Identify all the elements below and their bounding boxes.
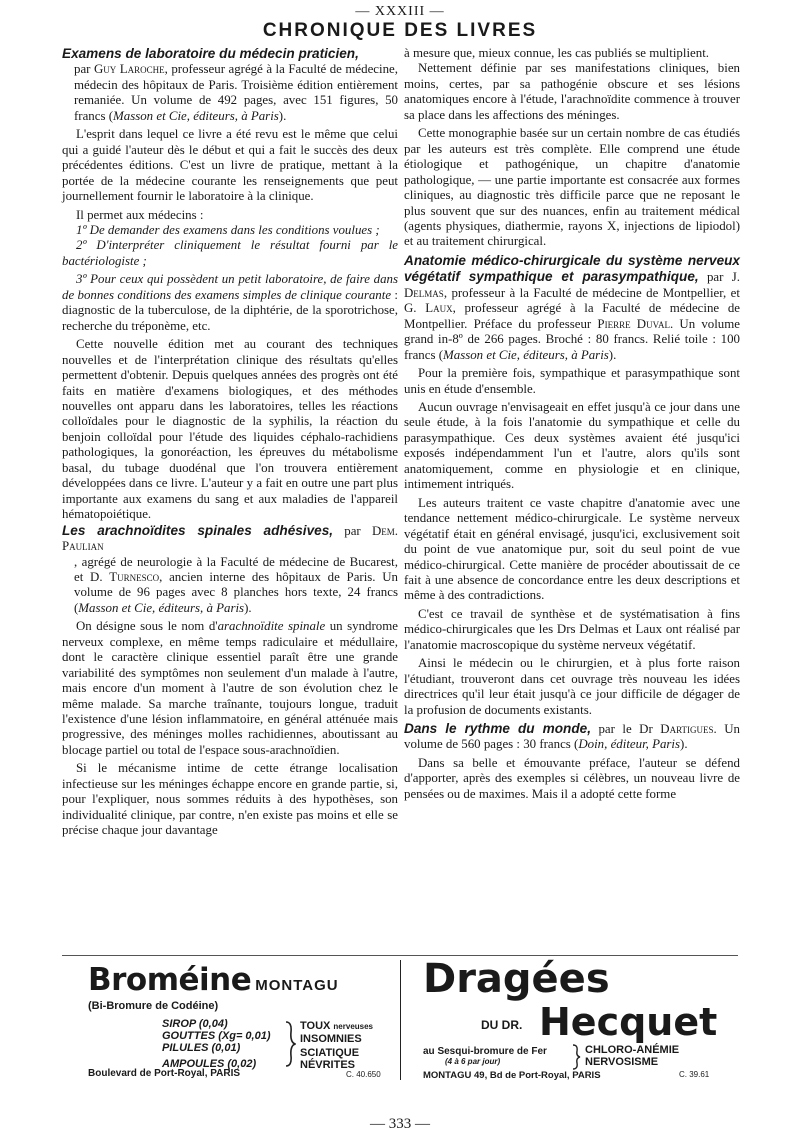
- brand-name: Dragées: [423, 956, 610, 1002]
- list-item: 1º De demander des examens dans les conditions voulues ;: [76, 222, 380, 237]
- paragraph: On désigne sous le nom d'arachnoïdite spinale un syndrome nerveux complexe, en même temps radiculaire et médullaire, dont le caractère clinique essentiel paraît être une grande variabilité des symptômes non seulement d'un malade à l'autre, mais encore d'un moment à l'autre de son évolution chez le même malade. Sa marche traînante, toujours longue, traduit l'existence d'une lésion inflammatoire, en général atténuée mais progressive, des méninges molles rachidiennes, aboutissant au blocage partiel ou total de l'espace sous-arachnoïdien.: [62, 619, 398, 757]
- list-item: 2º D'interpréter cliniquement le résultat fourni par le bactériologiste ;: [62, 238, 398, 268]
- dose-line: AMPOULES (0,02): [162, 1058, 257, 1070]
- dose-line: PILULES (0,01): [162, 1042, 241, 1054]
- review-heading-1: [62, 46, 398, 62]
- paragraph: Si le mécanisme intime de cette étrange localisation infectieuse sur les méninges échappe encore en grande partie, si, pour l'expliquer, nous sommes réduits à des hypothèses, son individualité clinique, par contre, n'en existe pas moins et elle se précise chaque jour davantage: [62, 761, 398, 838]
- book-title: Anatomie médico-chirurgicale du système nerveux végétatif sympathique et parasympathique,: [404, 252, 740, 285]
- ad-subtitle: (Bi-Bromure de Codéine): [88, 1000, 219, 1012]
- ad-address: MONTAGU 49, Bd de Port-Royal, PARIS: [423, 1070, 601, 1081]
- paragraph: à mesure que, mieux connue, les cas publiés se multiplient.: [404, 46, 710, 60]
- indication: CHLORO-ANÉMIE: [585, 1044, 680, 1056]
- ad-code: C. 40.650: [346, 1070, 381, 1079]
- paragraph: Cette nouvelle édition met au courant des techniques nouvelles et de l'interprétation clinique des résultats qu'elles permettent d'obtenir. Depuis quelques années des progrès ont été faits en matière d'examens biologiques, et des méthodes nouvelles ont apparu dans les laboratoires, telles les réactions colloïdales pour le diagnostic de la syphilis, la réaction du benjoin colloïdal pour l'étude des liquides céphalo-rachidiens pathologiques, la gonoréaction, les épreuves du métabolisme basal, du tubage duodénal que l'on trouvera entièrement développées dans ce livre. L'auteur y a fait en outre une part plus importante aux examens du sang et aux maladies de l'appareil hématopoiétique.: [62, 337, 398, 522]
- brand-name: Broméine: [88, 962, 252, 998]
- ad-composition: au Sesqui-bromure de Fer: [423, 1046, 547, 1057]
- right-column: [404, 46, 740, 802]
- folio: — XXXIII —: [355, 4, 445, 19]
- maker-name: MONTAGU: [255, 977, 339, 994]
- paragraph: Pour la première fois, sympathique et parasympathique sont unis en étude d'ensemble.: [404, 366, 740, 396]
- paragraph: Ainsi le médecin ou le chirurgien, et à plus forte raison l'étudiant, trouveront dans cet ouvrage très nouveau les idées directrices qu'il leur était jusqu'à ce jour difficile de dégager de la profusion de documents existants.: [404, 656, 740, 717]
- brace-icon: [284, 1020, 296, 1068]
- indication: INSOMNIES: [300, 1033, 362, 1045]
- review-biblio-1: par Guy Laroche, professeur agrégé à la Faculté de médecine, médecin des hôpitaux de Paris. Troisième édition entièrement remaniée. Un volume de 492 pages, avec 151 figures, 50 francs (Masson et Cie, éditeurs, à Paris).: [74, 62, 398, 123]
- ad-divider-vertical: [400, 960, 401, 1080]
- book-title: Dans le rythme du monde,: [404, 721, 591, 737]
- dose-line: GOUTTES (Xg= 0,01): [162, 1030, 271, 1042]
- brand-name-2: Hecquet: [539, 1000, 718, 1044]
- ad-divider-horizontal: [62, 955, 738, 956]
- book-title: Examens de laboratoire du médecin praticien,: [62, 46, 359, 61]
- review-heading-4: Dans le rythme du monde, par le Dr Dartigues. Un volume de 560 pages : 30 francs (Doin, éditeur, Paris).: [404, 721, 741, 752]
- page-number: — 333 —: [370, 1116, 430, 1132]
- indication: NERVOSISME: [585, 1056, 659, 1068]
- indication: NÉVRITES: [300, 1059, 356, 1071]
- brace-icon: [571, 1044, 581, 1070]
- review-biblio-2: , agrégé de neurologie à la Faculté de médecine de Bucarest, et D. Turnesco, ancien interne des hôpitaux de Paris. Un volume de 96 pages avec 8 planches hors texte, 24 francs (Masson et Cie, éditeurs, à Paris).: [74, 554, 398, 615]
- ad-address: Boulevard de Port-Royal, PARIS: [88, 1068, 241, 1079]
- paragraph: Les auteurs traitent ce vaste chapitre d'anatomie avec une tendance nettement médico-chirurgicale. Le système nerveux végétatif était en général envisagé, jusqu'ici, exclusivement soit du point de vue anatomique pur, soit du seul point de vue médico-chirurgical. Cette manière de procéder aboutissait de ce fait à une absence de concordance entre les deux descriptions et même à des contradictions.: [404, 495, 740, 603]
- ad-dosage: (4 à 6 par jour): [445, 1057, 501, 1066]
- review-heading-3: Anatomie médico-chirurgicale du système nerveux végétatif sympathique et parasympathique, par J. Delmas, professeur à la Faculté de médecine de Montpellier, et G. Laux, professeur agrégé à la Faculté de médecine de Montpellier. Préface du professeur Pierre Duval. Un volume grand in-8º de 266 pages. Broché : 80 francs. Relié toile : 100 francs (Masson et Cie, éditeurs, à Paris).: [404, 252, 741, 362]
- paragraph: C'est ce travail de synthèse et de systématisation à fins médico-chirurgicales que les Drs Delmas et Laux ont réalisé par l'anatomie macroscopique du système nerveux végétatif.: [404, 606, 740, 652]
- list-item: 3º Pour ceux qui possèdent un petit laboratoire, de faire dans de bonnes conditions des examens simples de clinique courante : diagnostic de la tuberculose, de la diphtérie, de la sporotrichose, recherche du tréponème, etc.: [62, 272, 398, 333]
- paragraph: Dans sa belle et émouvante préface, l'auteur se défend d'apporter, après des exemples si célèbres, un nouveau livre de pensées ou de maximes. Mais il a adopté cette forme: [404, 755, 740, 801]
- paragraph: L'esprit dans lequel ce livre a été revu est le même que celui qui a guidé l'auteur dès le début et qui a fait le succès des deux précédentes éditions. C'est un livre de pratique, mettant à la portée de la médecine courante les renseignements que peut journellement fournir le laboratoire à la clinique.: [62, 127, 398, 204]
- paragraph: Cette monographie basée sur un certain nombre de cas étudiés par les auteurs est très complète. Elle comprend une étude étiologique et pathogénique, un chapitre d'anatomie pathologique, — une partie importante est consacrée aux formes cliniques, au diagnostic très difficile parce que ne reposant le plus souvent que sur des nuances, enfin au traitement médical (agents physiques, diathermie, rayons X, injections de lipiodol) et au traitement chirurgical.: [404, 126, 740, 249]
- book-title: Les arachnoïdites spinales adhésives,: [62, 522, 334, 538]
- left-column: [62, 46, 398, 839]
- review-heading-2: Les arachnoïdites spinales adhésives, par Dem. Paulian: [62, 522, 398, 554]
- paragraph: Nettement définie par ses manifestations cliniques, bien moins, certes, par sa pathogénie obscure et ses lésions anatomiques encore à l'étude, l'arachnoïdite commence à trouver sa place dans les affections des méninges.: [404, 61, 740, 122]
- advertisement-dragees-hecquet: [415, 956, 745, 1087]
- advertisement-bromeine: [88, 962, 388, 1087]
- author-name: Guy Laroche: [93, 62, 165, 77]
- paragraph: Aucun ouvrage n'envisageait en effet jusqu'à ce jour dans une seule étude, à la fois l'anatomie du sympathique et celle du parasympathique. Ces deux systèmes avaient été jusqu'ici exposés indépendamment l'un et l'autre, alors qu'ils sont anatomiquement, comme en physiologie et en clinique, intimement intriqués.: [404, 399, 740, 492]
- page-title: CHRONIQUE DES LIVRES: [262, 20, 538, 41]
- indication: TOUX nerveuses: [300, 1020, 374, 1032]
- indication: SCIATIQUE: [300, 1047, 360, 1059]
- dose-line: SIROP (0,04): [162, 1018, 228, 1030]
- brand-prefix: DU DR.: [481, 1018, 523, 1032]
- paragraph: Il permet aux médecins :: [76, 207, 204, 222]
- ad-code: C. 39.61: [679, 1070, 710, 1079]
